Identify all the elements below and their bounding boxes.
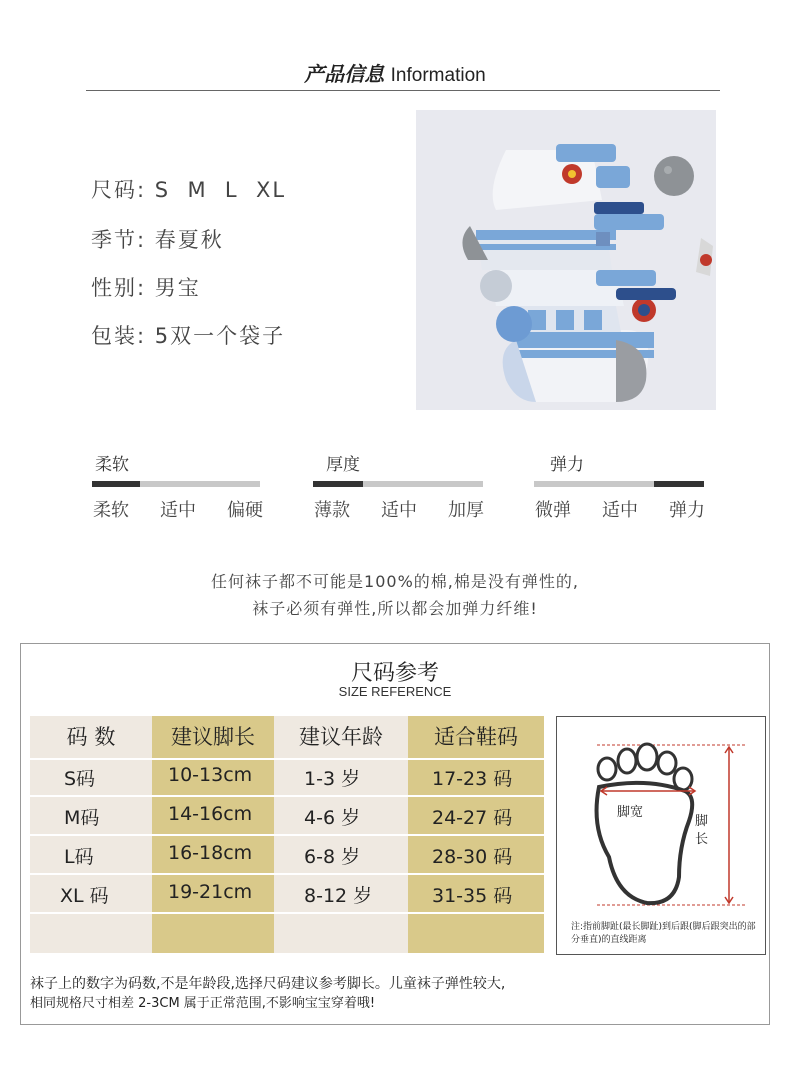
size-footnote-2: 相同规格尺寸相差 2-3CM 属于正常范围,不影响宝宝穿着哦! (30, 996, 376, 1011)
table-cell: S码 (64, 768, 96, 790)
size-reference-title: 尺码参考 (350, 661, 439, 686)
table-cell: 1-3 岁 (304, 768, 361, 790)
meter-option: 微弹 (535, 500, 571, 521)
title-divider (86, 90, 720, 91)
meter-options-elasticity (535, 496, 705, 522)
meter-option: 适中 (602, 500, 638, 521)
meter-option: 柔软 (93, 500, 129, 521)
foot-measure-diagram (556, 716, 766, 955)
table-cell: 16-18cm (168, 842, 253, 864)
row-divider (30, 834, 544, 836)
meter-track-softness (92, 481, 260, 487)
table-cell: 6-8 岁 (304, 846, 361, 868)
foot-length-label: 脚长 (695, 814, 709, 847)
info-value: 春夏秋 (154, 228, 224, 252)
info-row-size (91, 174, 286, 204)
meter-option: 弹力 (669, 500, 705, 521)
meter-options-thickness (314, 496, 484, 522)
table-header: 建议脚长 (171, 725, 255, 749)
meter-fill-elasticity (654, 481, 704, 487)
socks-illustration (416, 110, 716, 410)
info-value: 5双一个袋子 (154, 324, 286, 348)
table-cell: 10-13cm (168, 764, 253, 786)
notice-line-1: 任何袜子都不可能是100%的棉,棉是没有弹性的, (211, 572, 579, 591)
info-value: S M L XL (154, 178, 287, 202)
meter-options-softness (93, 496, 263, 522)
foot-diagram-note: 注:指前脚趾(最长脚趾)到后跟(脚后跟突出的部分垂直)的直线距离 (571, 922, 756, 945)
meter-fill-thickness (313, 481, 363, 487)
size-footnote-1: 袜子上的数字为码数,不是年龄段,选择尺码建议参考脚长。儿童袜子弹性较大, (30, 976, 506, 992)
info-row-package (91, 320, 285, 350)
notice-line-2: 袜子必须有弹性,所以都会加弹力纤维! (252, 599, 538, 618)
meter-track-thickness (313, 481, 483, 487)
info-row-gender (91, 272, 201, 302)
size-reference-subtitle: SIZE REFERENCE (338, 684, 452, 699)
table-header: 适合鞋码 (434, 725, 518, 749)
meter-option: 薄款 (314, 500, 350, 521)
table-cell: 24-27 码 (432, 807, 513, 829)
table-cell: M码 (64, 807, 100, 829)
meter-label-elasticity: 弹力 (550, 455, 584, 475)
table-cell: 14-16cm (168, 803, 253, 825)
table-cell: 28-30 码 (432, 846, 513, 868)
info-label: 包装: (91, 324, 147, 348)
meter-option: 加厚 (448, 500, 484, 521)
table-cell: L码 (64, 846, 94, 868)
meter-label-thickness: 厚度 (326, 455, 360, 475)
info-label: 尺码: (91, 178, 147, 202)
foot-outline-icon (557, 717, 765, 917)
info-row-season (91, 224, 224, 254)
page-title (0, 58, 790, 87)
meter-option: 偏硬 (227, 500, 263, 521)
row-divider (30, 795, 544, 797)
meter-label-softness: 柔软 (95, 455, 129, 475)
table-header: 码 数 (66, 725, 116, 749)
table-cell: XL 码 (60, 885, 109, 907)
table-cell: 19-21cm (168, 881, 253, 903)
row-divider (30, 912, 544, 914)
table-cell: 31-35 码 (432, 885, 513, 907)
row-divider (30, 758, 544, 760)
title-en: Information (390, 65, 486, 86)
table-cell: 17-23 码 (432, 768, 513, 790)
title-cn: 产品信息 (304, 62, 385, 86)
meter-track-elasticity (534, 481, 704, 487)
info-label: 性别: (91, 276, 147, 300)
row-divider (30, 873, 544, 875)
info-value: 男宝 (154, 276, 201, 300)
meter-option: 适中 (160, 500, 196, 521)
meter-option: 适中 (381, 500, 417, 521)
info-label: 季节: (91, 228, 147, 252)
table-cell: 8-12 岁 (304, 885, 373, 907)
size-table (30, 716, 544, 953)
product-photo (416, 110, 716, 410)
table-header: 建议年龄 (299, 725, 383, 749)
meter-fill-softness (92, 481, 140, 487)
foot-width-label: 脚宽 (617, 805, 644, 820)
table-cell: 4-6 岁 (304, 807, 361, 829)
